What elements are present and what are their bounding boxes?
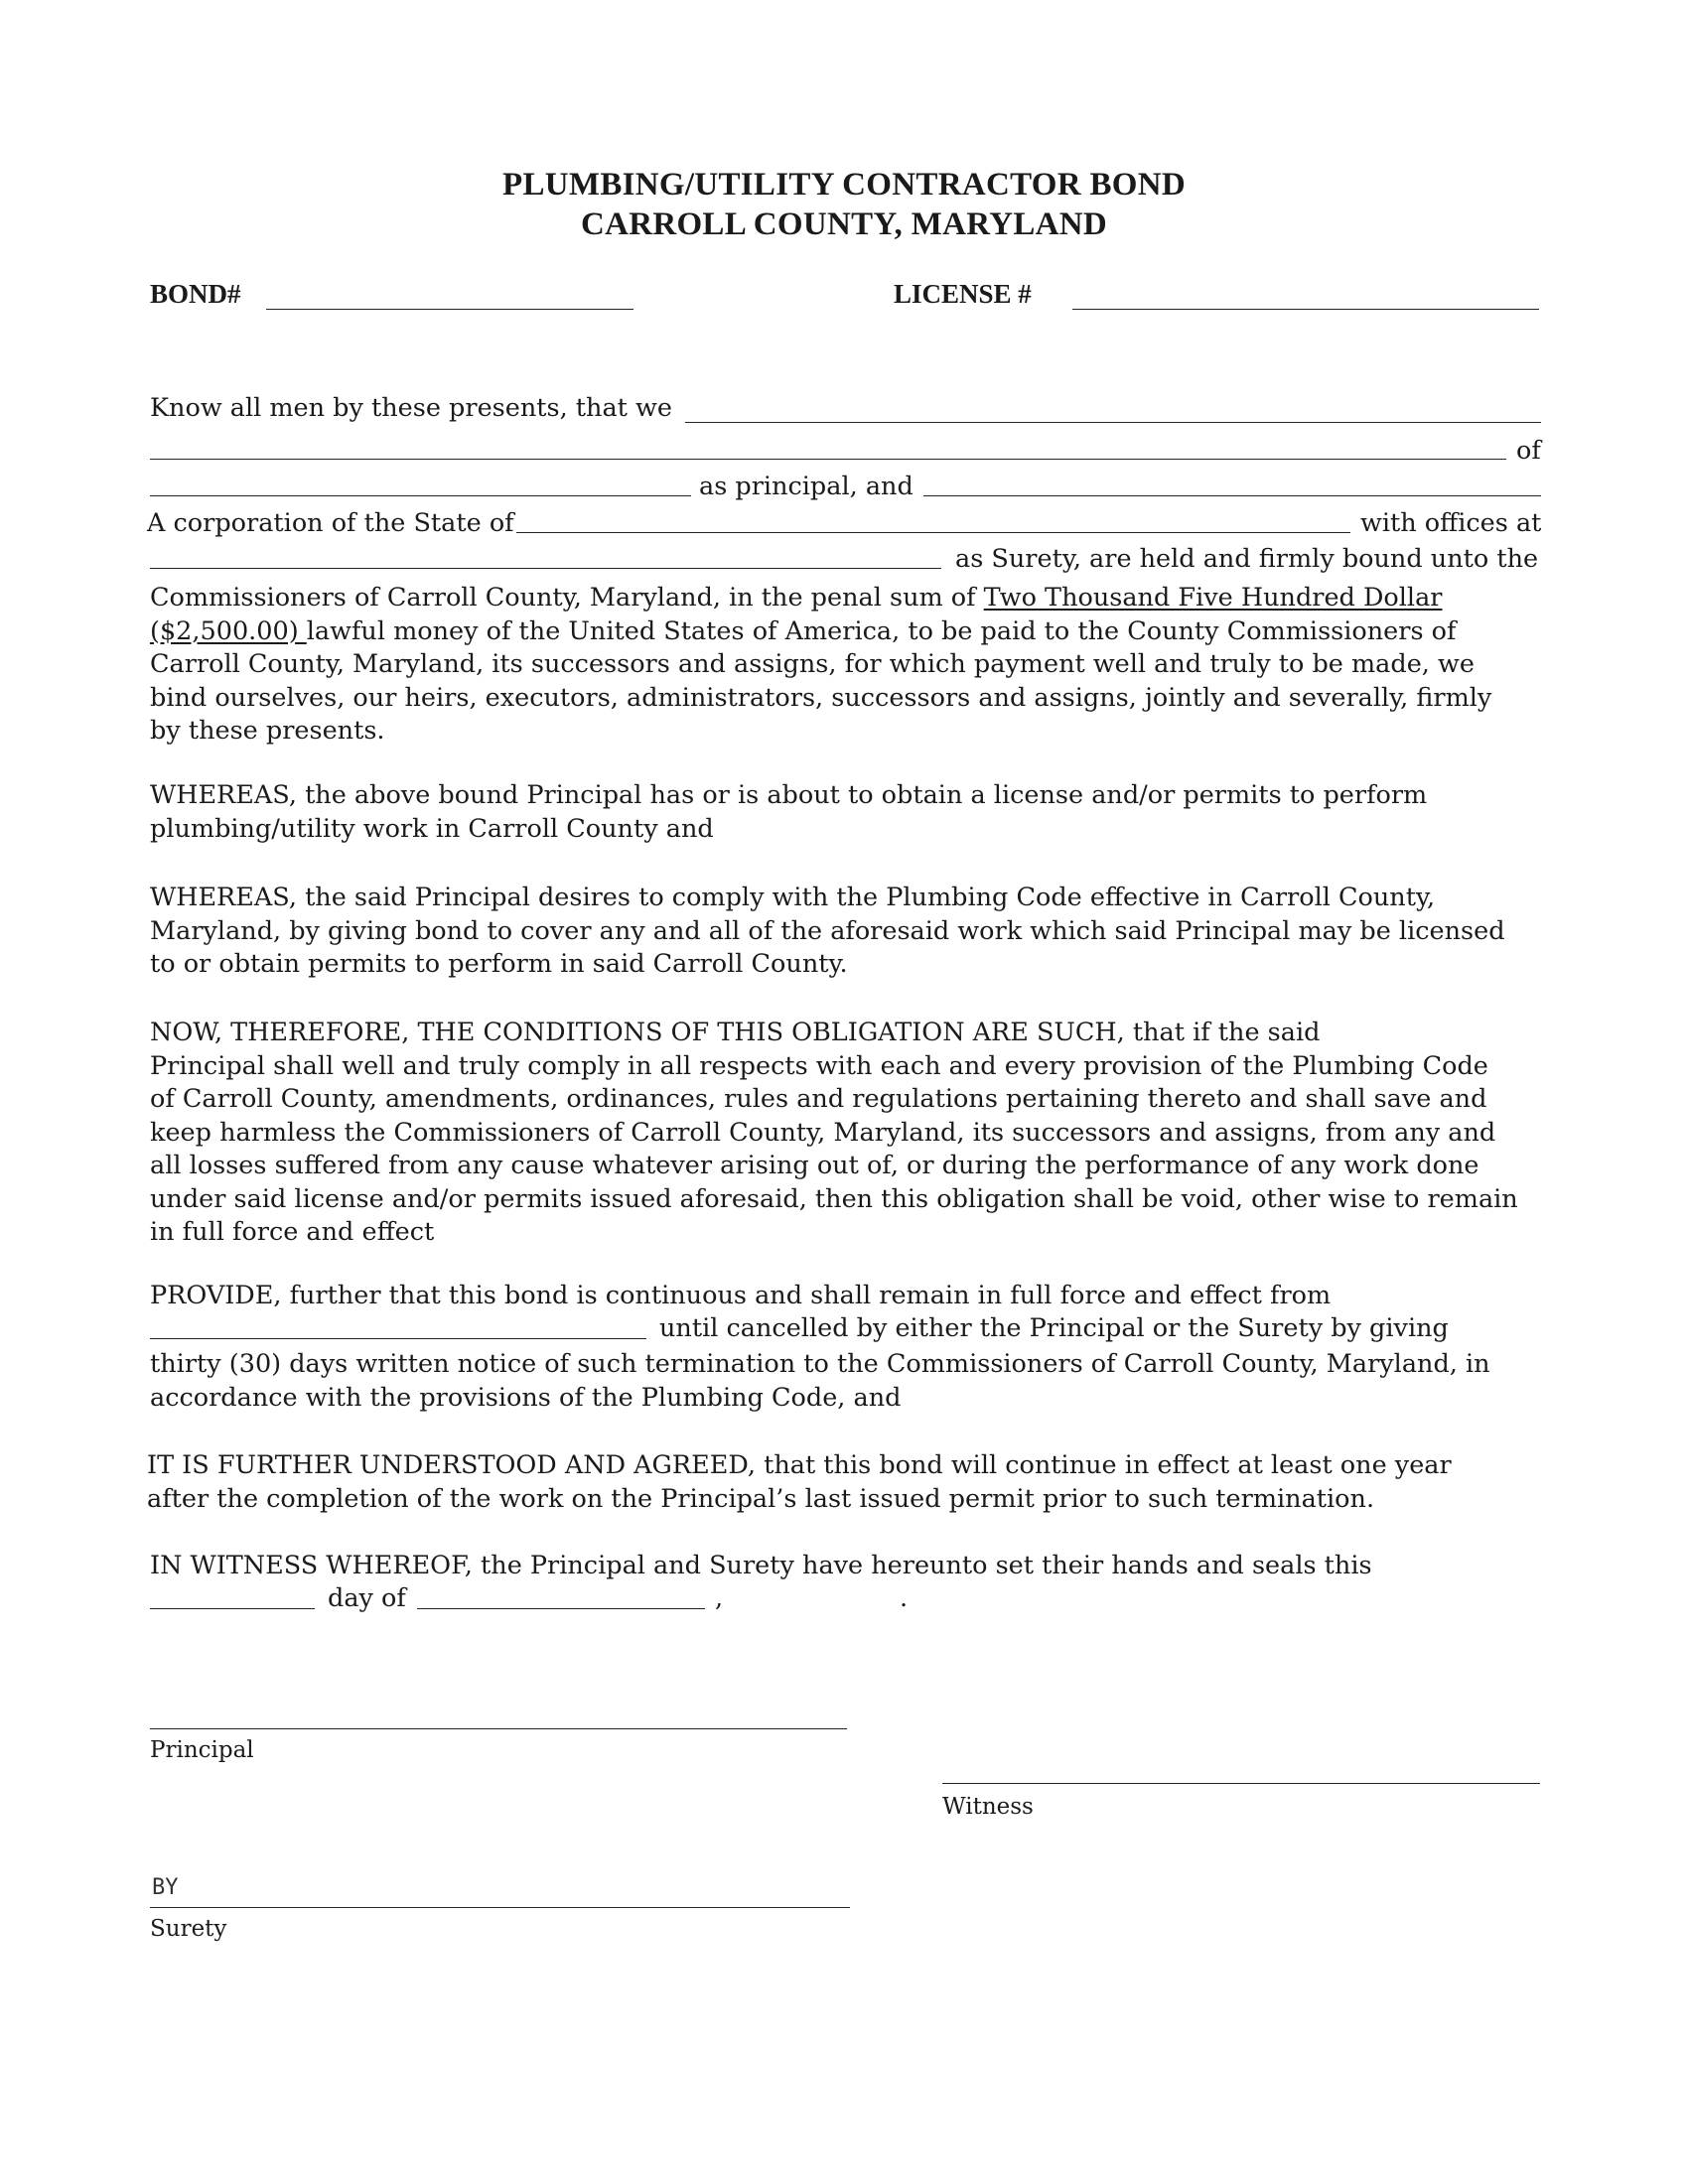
paragraph-line: bind ourselves, our heirs, executors, administrators, successors and assigns, jointly and severally, firmly	[150, 682, 1492, 713]
effective-date-line[interactable]	[150, 1338, 646, 1339]
lawful-money-text: lawful money of the United States of America, to be paid to the County Commissioners of	[306, 615, 1457, 646]
bond-number-label: BOND#	[150, 279, 241, 309]
month-line[interactable]	[417, 1608, 705, 1609]
of-text: of	[1516, 436, 1541, 466]
paragraph-line: to or obtain permits to perform in said Carroll County.	[150, 949, 848, 979]
principal-signature-line[interactable]	[150, 1728, 847, 1729]
conditions-paragraph	[150, 1017, 1540, 1250]
day-line[interactable]	[150, 1608, 315, 1609]
paragraph-line: of Carroll County, amendments, ordinances, rules and regulations pertaining thereto and shall save and	[150, 1084, 1487, 1114]
as-principal-text: as principal, and	[699, 472, 914, 501]
provide-paragraph	[150, 1348, 1540, 1415]
principal-label: Principal	[150, 1737, 254, 1763]
as-surety-text: as Surety, are held and firmly bound unto the	[955, 544, 1539, 574]
paragraph-line: Maryland, by giving bond to cover any and all of the aforesaid work which said Principal may be licensed	[150, 915, 1505, 946]
license-number-label: LICENSE #	[894, 279, 1032, 309]
paragraph-line: plumbing/utility work in Carroll County and	[150, 813, 714, 844]
principal-name-line-2[interactable]	[150, 459, 1506, 460]
know-all-text: Know all men by these presents, that we	[150, 393, 672, 423]
paragraph-line: under said license and/or permits issued aforesaid, then this obligation shall be void, other wise to remain	[150, 1183, 1518, 1214]
surety-label: Surety	[150, 1916, 227, 1942]
paragraph-line: in full force and effect	[150, 1217, 435, 1247]
until-cancelled-text: until cancelled by either the Principal or the Surety by giving	[659, 1313, 1449, 1343]
bond-number-field[interactable]	[266, 279, 633, 310]
witness-signature-line[interactable]	[942, 1783, 1540, 1784]
paragraph-line: by these presents.	[150, 716, 385, 746]
period-text: .	[900, 1583, 909, 1613]
paragraph-line: WHEREAS, the above bound Principal has or is about to obtain a license and/or permits to perform	[150, 780, 1428, 810]
paragraph-line: all losses suffered from any cause whatever arising out of, or during the performance of any work done	[150, 1151, 1479, 1180]
document-title-line1: PLUMBING/UTILITY CONTRACTOR BOND	[501, 167, 1187, 203]
corporation-text: A corporation of the State of	[147, 508, 514, 538]
surety-signature-line[interactable]	[150, 1907, 850, 1908]
penal-sum-text: Commissioners of Carroll County, Maryland, in the penal sum of	[150, 583, 984, 613]
paragraph-line: after the completion of the work on the Principal’s last issued permit prior to such termination.	[147, 1483, 1375, 1514]
surety-offices-line[interactable]	[150, 568, 941, 569]
penal-sum-amount-words: Two Thousand Five Hundred Dollar	[983, 583, 1443, 613]
whereas-license-paragraph	[150, 779, 1540, 846]
paragraph-line: IT IS FURTHER UNDERSTOOD AND AGREED, that this bond will continue in effect at least one year	[147, 1450, 1452, 1480]
paragraph-line: WHEREAS, the said Principal desires to comply with the Plumbing Code effective in Carroll County,	[150, 883, 1436, 912]
paragraph-line: Principal shall well and truly comply in all respects with each and every provision of the Plumbing Code	[150, 1050, 1488, 1081]
comma-text: ,	[715, 1583, 724, 1613]
by-label: BY	[152, 1875, 179, 1900]
with-offices-text: with offices at	[1360, 508, 1542, 538]
document-title-line2: CARROLL COUNTY, MARYLAND	[580, 206, 1108, 242]
principal-address-line[interactable]	[150, 495, 691, 496]
day-of-text: day of	[328, 1583, 406, 1613]
further-understood-paragraph	[147, 1449, 1537, 1516]
corporation-state-line[interactable]	[516, 532, 1350, 533]
paragraph-line: thirty (30) days written notice of such termination to the Commissioners of Carroll County, Maryland, in	[150, 1349, 1490, 1379]
penal-sum-paragraph	[150, 582, 1540, 749]
surety-name-line[interactable]	[923, 495, 1541, 496]
penal-sum-amount-number: ($2,500.00)	[150, 615, 307, 646]
paragraph-line: accordance with the provisions of the Plumbing Code, and	[150, 1382, 902, 1413]
witness-whereof-text: IN WITNESS WHEREOF, the Principal and Surety have hereunto set their hands and seals this	[150, 1551, 1372, 1580]
paragraph-line: Carroll County, Maryland, its successors and assigns, for which payment well and truly to be made, we	[150, 649, 1475, 679]
witness-label: Witness	[942, 1794, 1034, 1820]
provide-text: PROVIDE, further that this bond is continuous and shall remain in full force and effect from	[150, 1281, 1332, 1310]
whereas-comply-paragraph	[150, 882, 1540, 982]
paragraph-line: NOW, THEREFORE, THE CONDITIONS OF THIS OBLIGATION ARE SUCH, that if the said	[150, 1018, 1321, 1047]
principal-name-line[interactable]	[685, 422, 1541, 423]
license-number-field[interactable]	[1072, 279, 1539, 310]
paragraph-line: keep harmless the Commissioners of Carroll County, Maryland, its successors and assigns, from any and	[150, 1117, 1496, 1148]
